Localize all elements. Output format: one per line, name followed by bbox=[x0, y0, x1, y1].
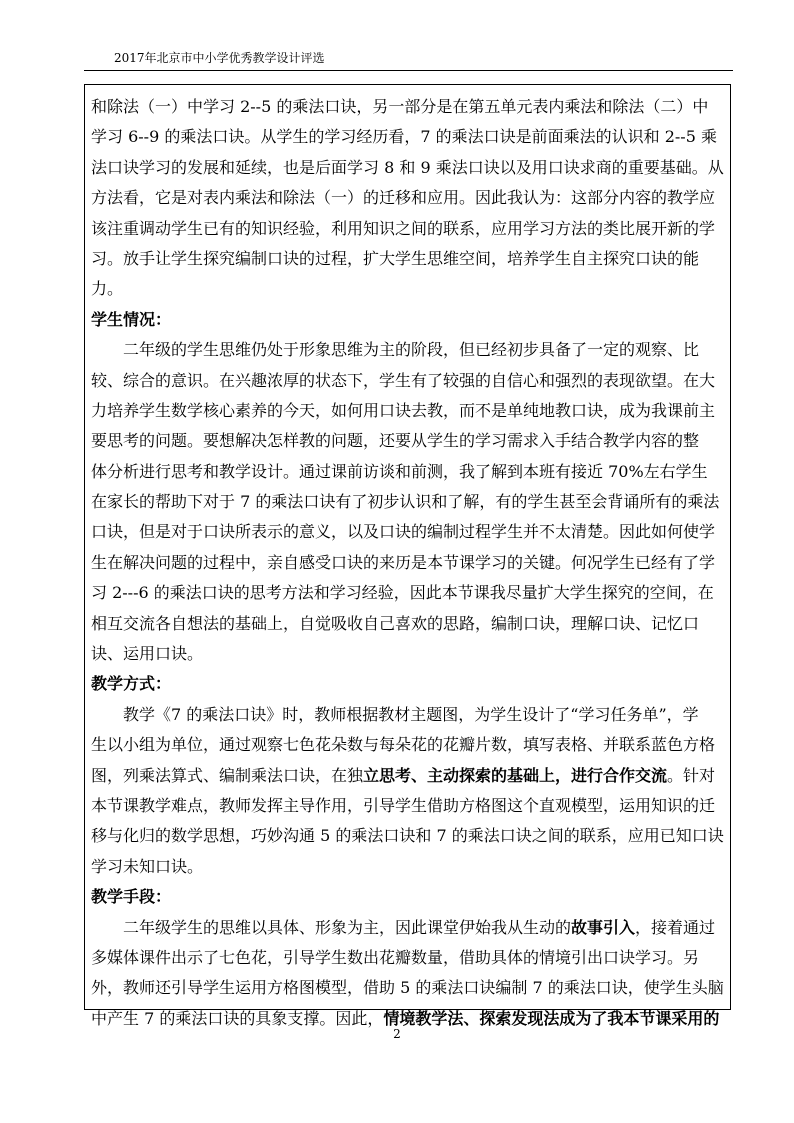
means-line: 多媒体课件出示了七色花，引导学生数出花瓣数量，借助具体的情境引出口诀学习。另 bbox=[91, 947, 700, 967]
header-rule bbox=[84, 70, 733, 71]
intro-line: 该注重调动学生已有的知识经验，利用知识之间的联系，应用学习方法的类比展开新的学 bbox=[91, 218, 716, 238]
method-line: 学习未知口诀。 bbox=[91, 856, 204, 876]
means-text: 中产生 7 的乘法口诀的具象支撑。因此， bbox=[91, 1008, 384, 1028]
method-line: 移与化归的数学思想，巧妙沟通 5 的乘法口诀和 7 的乘法口诀之间的联系，应用已知口诀 bbox=[91, 826, 724, 846]
students-line: 在家长的帮助下对于 7 的乘法口诀有了初步认识和了解，有的学生甚至会背诵所有的乘法 bbox=[91, 492, 720, 512]
intro-line: 和除法（一）中学习 2--5 的乘法口诀，另一部分是在第五单元表内乘法和除法（二）中 bbox=[91, 97, 709, 116]
means-line bbox=[91, 913, 721, 943]
students-line: 口诀，但是对于口诀所表示的意义，以及口诀的编制过程学生并不太清楚。因此如何使学 bbox=[91, 522, 716, 542]
section-heading-means: 教学手段： bbox=[91, 887, 172, 907]
section-heading-method: 教学方式： bbox=[91, 674, 172, 694]
students-line: 要思考的问题。要想解决怎样教的问题，还要从学生的学习需求入手结合教学内容的整 bbox=[91, 431, 700, 451]
intro-line: 方法看，它是对表内乘法和除法（一）的迁移和应用。因此我认为：这部分内容的教学应 bbox=[91, 188, 716, 208]
intro-line: 学习 6--9 的乘法口诀。从学生的学习经历看，7 的乘法口诀是前面乘法的认识和 2--5 乘 bbox=[91, 127, 717, 147]
method-line bbox=[91, 761, 721, 791]
method-emphasis: 立思考、主动探索的基础上，进行合作交流 bbox=[363, 765, 668, 785]
intro-line: 力。 bbox=[91, 279, 124, 299]
document-body bbox=[91, 92, 724, 1034]
students-line: 相互交流各自想法的基础上，自觉吸收自己喜欢的思路，编制口诀，理解口诀、记忆口 bbox=[91, 613, 700, 633]
means-text: ，接着通过 bbox=[635, 917, 716, 937]
students-line: 二年级的学生思维仍处于形象思维为主的阶段，但已经初步具备了一定的观察、比 bbox=[123, 340, 700, 360]
students-line: 诀、运用口诀。 bbox=[91, 644, 204, 664]
document-header-title: 2017年北京市中小学优秀教学设计评选 bbox=[114, 51, 325, 65]
intro-line: 习。放手让学生探究编制口诀的过程，扩大学生思维空间，培养学生自主探究口诀的能 bbox=[91, 248, 700, 268]
students-line: 较、综合的意识。在兴趣浓厚的状态下，学生有了较强的自信心和强烈的表现欲望。在大 bbox=[91, 370, 716, 390]
method-line: 生以小组为单位，通过观察七色花朵数与每朵花的花瓣片数，填写表格、并联系蓝色方格 bbox=[91, 735, 716, 755]
content-table-cell bbox=[84, 84, 731, 1028]
intro-line: 法口诀学习的发展和延续，也是后面学习 8 和 9 乘法口诀以及用口诀求商的重要基础。从 bbox=[91, 157, 724, 177]
students-line: 生在解决问题的过程中，亲自感受口诀的来历是本节课学习的关键。何况学生已经有了学 bbox=[91, 552, 716, 572]
page-number: 2 bbox=[393, 1027, 401, 1041]
means-line: 外，教师还引导学生运用方格图模型，借助 5 的乘法口诀编制 7 的乘法口诀，使学生头脑 bbox=[91, 978, 724, 998]
method-text: 。针对 bbox=[667, 765, 716, 785]
students-line: 力培养学生数学核心素养的今天，如何用口诀去教，而不是单纯地教口诀，成为我课前主 bbox=[91, 400, 716, 420]
method-text: 图，列乘法算式、编制乘法口诀，在独 bbox=[91, 765, 364, 785]
means-text: 二年级学生的思维以具体、形象为主，因此课堂伊始我从生动的 bbox=[123, 917, 572, 937]
method-line: 教学《7 的乘法口诀》时，教师根据教材主题图，为学生设计了“学习任务单”，学 bbox=[123, 704, 699, 724]
means-emphasis: 情境教学法、探索发现法成为了我本节课采用的 bbox=[383, 1008, 720, 1028]
means-emphasis: 故事引入 bbox=[571, 917, 636, 937]
section-heading-students: 学生情况： bbox=[91, 309, 172, 329]
students-line: 习 2---6 的乘法口诀的思考方法和学习经验，因此本节课我尽量扩大学生探究的空间，在 bbox=[91, 583, 714, 603]
students-line: 体分析进行思考和教学设计。通过课前访谈和前测，我了解到本班有接近 70%左右学生 bbox=[91, 461, 708, 481]
method-line: 本节课教学难点，教师发挥主导作用，引导学生借助方格图这个直观模型，运用知识的迁 bbox=[91, 795, 716, 815]
